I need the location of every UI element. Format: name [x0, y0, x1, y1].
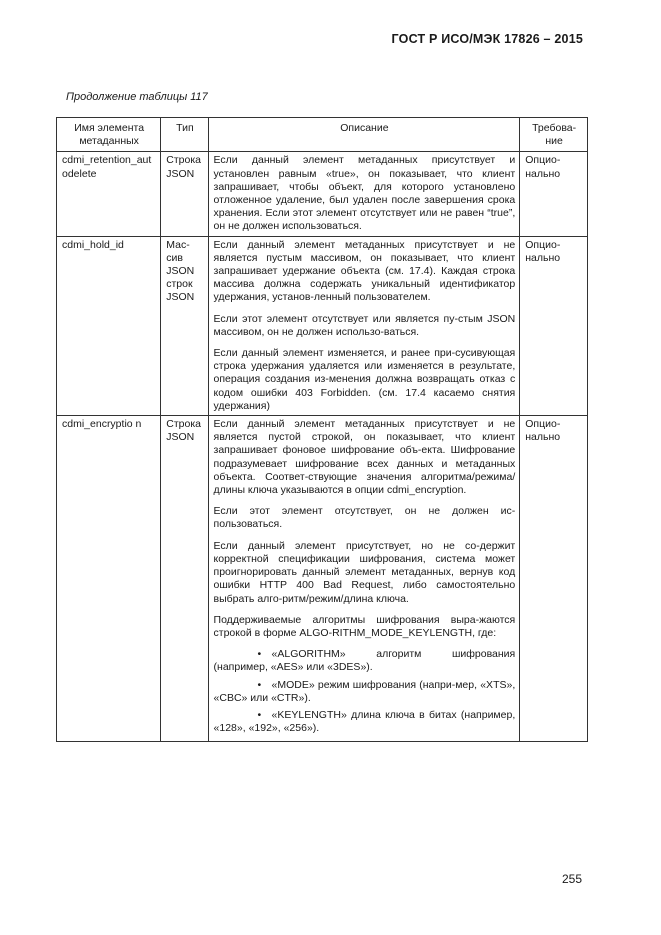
bullet-item [214, 679, 516, 705]
description-paragraph: Если данный элемент присутствует, но не со-держит корректной спецификации шифрования, система может проигнорировать данный элемент метаданных, вернув код ошибки HTTP 400 Bad Request, либо самостоятельно выбрать алго-ритм/режим/длина ключа. [213, 539, 516, 605]
document-header: ГОСТ Р ИСО/МЭК 17826 – 2015 [391, 32, 583, 46]
description-paragraph: Поддерживаемые алгоритмы шифрования выра-жаются строкой в форме ALGO-RITHM_MODE_KEYLENGTH, где: [213, 613, 516, 639]
cell-description [208, 152, 520, 236]
table-row [57, 152, 588, 236]
cell-type: Мас-сив JSON строк JSON [161, 236, 208, 415]
header-description: Описание [208, 118, 520, 152]
metadata-table [56, 117, 588, 742]
bullet-text: «MODE» режим шифрования (напри-мер, «XTS», «CBC» или «CTR»). [213, 678, 516, 704]
bullet-item [214, 709, 516, 735]
description-paragraph: Если этот элемент отсутствует или является пу-стым JSON массивом, он не должен использо-ваться. [213, 312, 516, 338]
header-type: Тип [161, 118, 208, 152]
description-paragraph: Если этот элемент отсутствует, он не должен ис-пользоваться. [213, 505, 516, 531]
bullet-item [214, 648, 516, 674]
cell-description [208, 236, 520, 415]
header-requirement: Требова-ние [520, 118, 588, 152]
bullet-dot-icon: • [257, 648, 262, 661]
table-caption: Продолжение таблицы 117 [66, 91, 208, 103]
cell-requirement: Опцио-нально [520, 236, 588, 415]
cell-description [208, 416, 520, 742]
table-row [57, 236, 588, 415]
bullet-text: «KEYLENGTH» длина ключа в битах (например, «128», «192», «256»). [213, 708, 516, 735]
description-paragraph: Если данный элемент метаданных присутствует и не является пустой строкой, он показывает, что клиент запрашивает фоновое шифрование объ-екта. Шифрование подразумевает шифрование всех данных и метаданных объекта. Соответ-ствующие значения алгоритма/режима/длины ключа указываются в опции cdmi_encryption. [213, 418, 516, 497]
header-name: Имя элемента метаданных [57, 118, 161, 152]
cell-type: Строка JSON [161, 152, 208, 236]
cell-requirement: Опцио-нально [520, 152, 588, 236]
page-number: 255 [561, 872, 582, 886]
table-header-row [57, 118, 588, 152]
bullet-text: «ALGORITHM» алгоритм шифрования (например, «AES» или «3DES»). [213, 648, 516, 674]
description-paragraph: Если данный элемент метаданных присутствует и не является пустым массивом, он показывает, что клиент запрашивает удержание объекта (см. 17.4). Каждая строка массива должна содержать уникальный идентификатор удержания, установ-ленный пользователем. [213, 238, 516, 304]
cell-type: Строка JSON [161, 416, 208, 742]
cell-name: cdmi_hold_id [57, 236, 161, 415]
table-row [57, 416, 588, 742]
bullet-dot-icon: • [257, 678, 262, 691]
description-paragraph: Если данный элемент изменяется, и ранее при-сусивующая строка удержания удаляется или изменяется в результате, операция создания из-менения должна возвращать отказ с кодом ошибки 403 Forbidden. (см. 17.4 касаемо снятия удержания) [213, 347, 516, 412]
description-paragraph: Если данный элемент метаданных присутствует и установлен равным «true», он показывает, что клиент запрашивает, чтобы объект, для которого установлено отложенное удаление, был удален после завершения срока хранения. Если этот элемент отсутствует или не равен “true”, он не должен использоваться. [213, 154, 516, 233]
cell-name: cdmi_retention_aut odelete [57, 152, 161, 236]
bullet-dot-icon: • [257, 708, 262, 721]
cell-requirement: Опцио-нально [520, 416, 588, 742]
cell-name: cdmi_encryptio n [57, 416, 161, 742]
